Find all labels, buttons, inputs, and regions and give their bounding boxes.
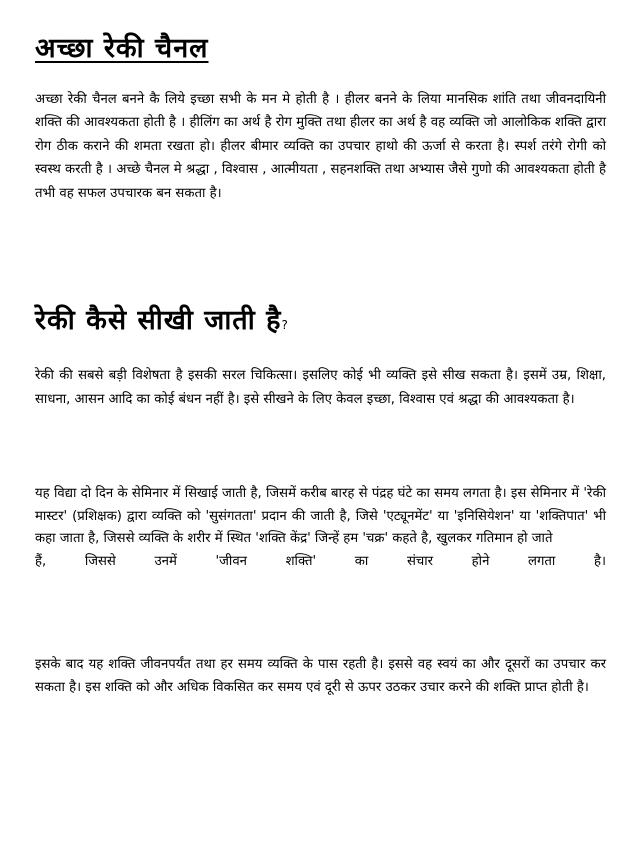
word: उनमें <box>154 553 177 569</box>
word: होने <box>471 553 490 569</box>
paragraph-seminar-last-line <box>35 551 606 574</box>
word: संचार <box>406 553 434 569</box>
word: लगता <box>528 553 556 569</box>
paragraph-good-channel: अच्छा रेकी चैनल बनने कै लिये इच्छा सभी के मन मे होती है । हीलर बनने के लिया मानसिक शांति तथा जीवनदायिनी शक्ति की आवश्यकता होती है । हीलिंग का अर्थ है रोग मुक्ति तथा हीलर का अर्थ है वह व्यक्ति जो आलोकिक शक्ति द्वारा रोग ठीक कराने की शमता रखता हो। हीलर बीमार व्यक्ति का उपचार हाथो की ऊर्जा से करता है। स्पर्श तरंगे रोगी को स्वस्थ करती है । अच्छे चैनल मे श्रद्धा , विश्वास , आत्मीयता , सहनशक्ति तथा अभ्यास जैसे गुणो की आवश्यकता होती है तभी वह सफल उपचारक बन सकता है। <box>35 92 606 201</box>
paragraph-simple-therapy: रेकी की सबसे बड़ी विशेषता है इसकी सरल चिकित्सा। इसलिए कोई भी व्यक्ति इसे सीख सकता है। इसमें उम्र, शिक्षा, साधना, आसन आदि का कोई बंधन नहीं है। इसे सीखने के लिए केवल इच्छा, विश्वास एवं श्रद्धा की आवश्यकता है। <box>35 368 606 407</box>
word: जिससे <box>84 553 116 569</box>
paragraph-seminar <box>35 483 606 573</box>
word: का <box>354 553 369 569</box>
word: शक्ति' <box>285 553 317 569</box>
word: 'जीवन <box>215 553 247 569</box>
heading-question-mark: ? <box>281 318 289 332</box>
paragraph-lifelong-power: इसके बाद यह शक्ति जीवनपर्यंत तथा हर समय व्यक्ति के पास रहती है। इससे वह स्वयं का और दूसरों का उपचार कर सकता है। इस शक्ति को और अधिक विकसित कर समय एवं दूरी से ऊपर उठकर उचार करने की शक्ति प्राप्त होती है। <box>35 657 606 695</box>
section-heading-good-reiki-channel: अच्छा रेकी चैनल <box>35 33 209 64</box>
word: हैं, <box>35 553 47 569</box>
heading-text: रेकी कैसे सीखी जाती है <box>35 305 282 336</box>
word: है। <box>593 553 606 569</box>
paragraph-seminar-text: यह विद्या दो दिन के सेमिनार में सिखाई जाती है, जिसमें करीब बारह से पंद्रह घंटे का समय लगता है। इस सेमिनार में 'रेकी मास्टर' (प्रशिक्षक) द्वारा व्यक्ति को 'सुसंगतता' प्रदान की जाती है, जिसे 'एट्यूनमेंट' या 'इनिसियेशन' या 'शक्तिपात' भी कहा जाता है, जिससे व्यक्ति के शरीर में स्थित 'शक्ति केंद्र' जिन्हें हम 'चक्र' कहते है, खुलकर गतिमान हो जाते <box>35 486 606 546</box>
section-heading-how-reiki-is-learned <box>35 300 289 337</box>
